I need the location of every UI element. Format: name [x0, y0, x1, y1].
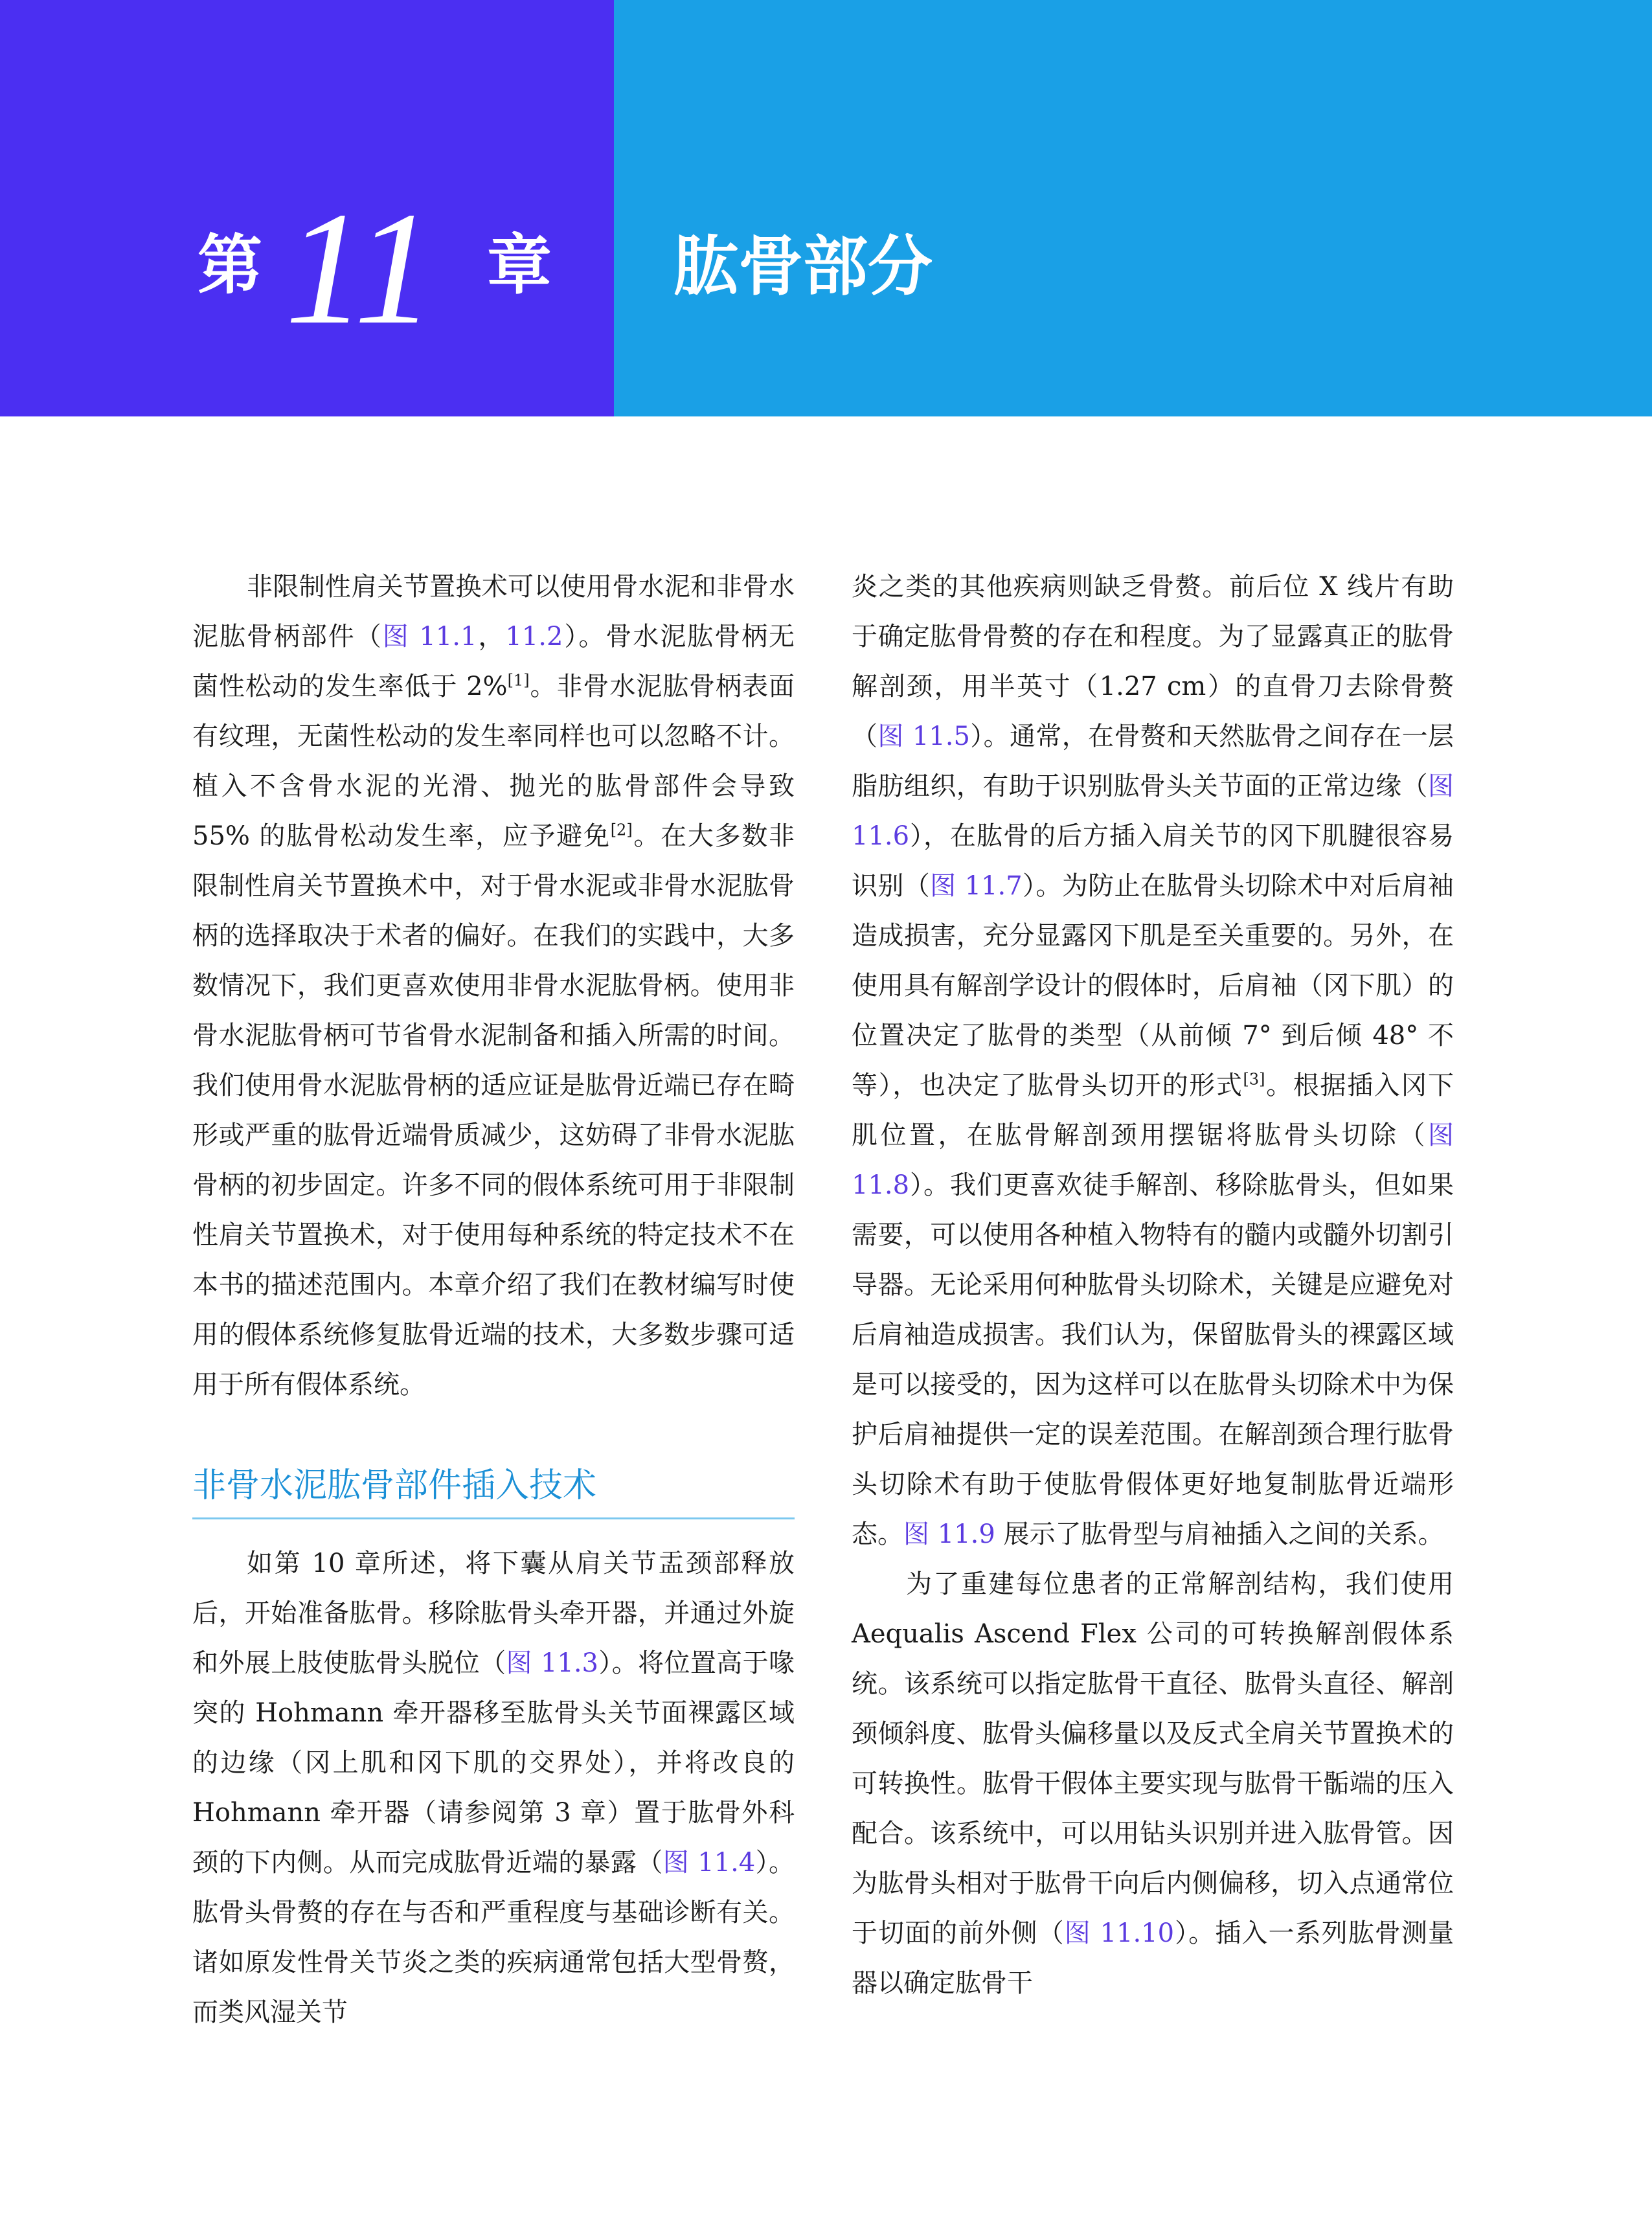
chapter-suffix: 章 [487, 227, 552, 303]
figure-link[interactable]: 图 11.6 [852, 771, 1454, 851]
figure-link[interactable]: 11.2 [505, 622, 563, 652]
text-run: ）。将位置高于喙突的 Hohmann 牵开器移至肱骨头关节面裸露区域的边缘（冈上肌和冈下肌的交界处），并将改良的 Hohmann 牵开器（请参阅第 3 章）置于肱骨外科颈的下内侧。从而完成肱骨近端的暴露（ [192, 1648, 795, 1878]
citation[interactable]: [1] [507, 671, 530, 690]
text-run: ）。为防止在肱骨头切除术中对后肩袖造成损害，充分显露冈下肌是至关重要的。另外，在使用具有解剖学设计的假体时，后肩袖（冈下肌）的位置决定了肱骨的类型（从前倾 7° 到后倾 48° 不等），也决定了肱骨头切开的形式 [852, 871, 1454, 1100]
text-run: ， [477, 622, 506, 652]
text-run: 非限制性肩关节置换术可以使用骨水泥和非骨水泥肱骨柄部件（ [192, 572, 795, 652]
citation[interactable]: [3] [1243, 1070, 1265, 1089]
text-run: 。非骨水泥肱骨柄表面有纹理，无菌性松动的发生率同样也可以忽略不计。植入不含骨水泥的光滑、抛光的肱骨部件会导致 55% 的肱骨松动发生率，应予避免 [192, 672, 795, 851]
chapter-title-block [614, 0, 1652, 416]
chapter-title: 肱骨部分 [673, 229, 933, 304]
technique-paragraph [192, 1539, 795, 2038]
figure-link[interactable]: 图 11.1 [382, 622, 477, 652]
text-run: 。在大多数非限制性肩关节置换术中，对于骨水泥或非骨水泥肱骨柄的选择取决于术者的偏好。在我们的实践中，大多数情况下，我们更喜欢使用非骨水泥肱骨柄。使用非骨水泥肱骨柄可节省骨水泥制备和插入所需的时间。我们使用骨水泥肱骨柄的适应证是肱骨近端已存在畸形或严重的肱骨近端骨质减少，这妨碍了非骨水泥肱骨柄的初步固定。许多不同的假体系统可用于非限制性肩关节置换术，对于使用每种系统的特定技术不在本书的描述范围内。本章介绍了我们在教材编写时使用的假体系统修复肱骨近端的技术，大多数步骤可适用于所有假体系统。 [192, 821, 795, 1400]
intro-paragraph [192, 562, 795, 1410]
chapter-number: 11 [285, 179, 435, 358]
figure-link[interactable]: 图 11.9 [903, 1519, 995, 1549]
citation[interactable]: [2] [610, 821, 633, 839]
figure-link[interactable]: 图 11.4 [662, 1847, 756, 1878]
figure-link[interactable]: 图 11.10 [1064, 1918, 1175, 1948]
text-run: 为了重建每位患者的正常解剖结构，我们使用 Aequalis Ascend Flex 公司的可转换解剖假体系统。该系统可以指定肱骨干直径、肱骨头直径、解剖颈倾斜度、肱骨头偏移量以及反式全肩关节置换术的可转换性。肱骨干假体主要实现与肱骨干骺端的压入配合。该系统中，可以用钻头识别并进入肱骨管。因为肱骨头相对于肱骨干向后内侧偏移，切入点通常位于切面的前外侧（ [852, 1569, 1454, 1948]
continued-paragraph [852, 562, 1454, 1560]
chapter-prefix: 第 [198, 227, 262, 303]
text-run: 炎之类的其他疾病则缺乏骨赘。前后位 X 线片有助于确定肱骨骨赘的存在和程度。为了显露真正的肱骨解剖颈，用半英寸（1.27 cm）的直骨刀去除骨赘（ [852, 572, 1454, 751]
text-run: 。根据插入冈下肌位置，在肱骨解剖颈用摆锯将肱骨头切除（ [852, 1071, 1454, 1150]
text-run: ）。通常，在骨赘和天然肱骨之间存在一层脂肪组织，有助于识别肱骨头关节面的正常边缘（ [852, 721, 1454, 801]
figure-link[interactable]: 图 11.8 [852, 1120, 1454, 1200]
section-heading: 非骨水泥肱骨部件插入技术 [192, 1464, 795, 1519]
text-run: ）。我们更喜欢徒手解剖、移除肱骨头，但如果需要，可以使用各种植入物特有的髓内或髓外切割引导器。无论采用何种肱骨头切除术，关键是应避免对后肩袖造成损害。我们认为，保留肱骨头的裸露区域是可以接受的，因为这样可以在肱骨头切除术中为保护后肩袖提供一定的误差范围。在解剖颈合理行肱骨头切除术有助于使肱骨假体更好地复制肱骨近端形态。 [852, 1170, 1454, 1549]
figure-link[interactable]: 图 11.5 [877, 721, 970, 751]
text-run: ）。插入一系列肱骨测量器以确定肱骨干 [852, 1918, 1454, 1998]
figure-link[interactable]: 图 11.7 [930, 871, 1023, 901]
text-run: ）。骨水泥肱骨柄无菌性松动的发生率低于 2% [192, 622, 795, 701]
text-run: ）。肱骨头骨赘的存在与否和严重程度与基础诊断有关。诸如原发性骨关节炎之类的疾病通常包括大型骨赘，而类风湿关节 [192, 1847, 795, 2027]
text-run: 如第 10 章所述，将下囊从肩关节盂颈部释放后，开始准备肱骨。移除肱骨头牵开器，并通过外旋和外展上肢使肱骨头脱位（ [192, 1548, 795, 1678]
text-run: 展示了肱骨型与肩袖插入之间的关系。 [995, 1519, 1444, 1549]
left-column [192, 562, 795, 2038]
figure-link[interactable]: 图 11.3 [506, 1648, 599, 1678]
right-column [852, 562, 1454, 2008]
text-run: ），在肱骨的后方插入肩关节的冈下肌腱很容易识别（ [852, 821, 1454, 901]
system-paragraph [852, 1560, 1454, 2008]
